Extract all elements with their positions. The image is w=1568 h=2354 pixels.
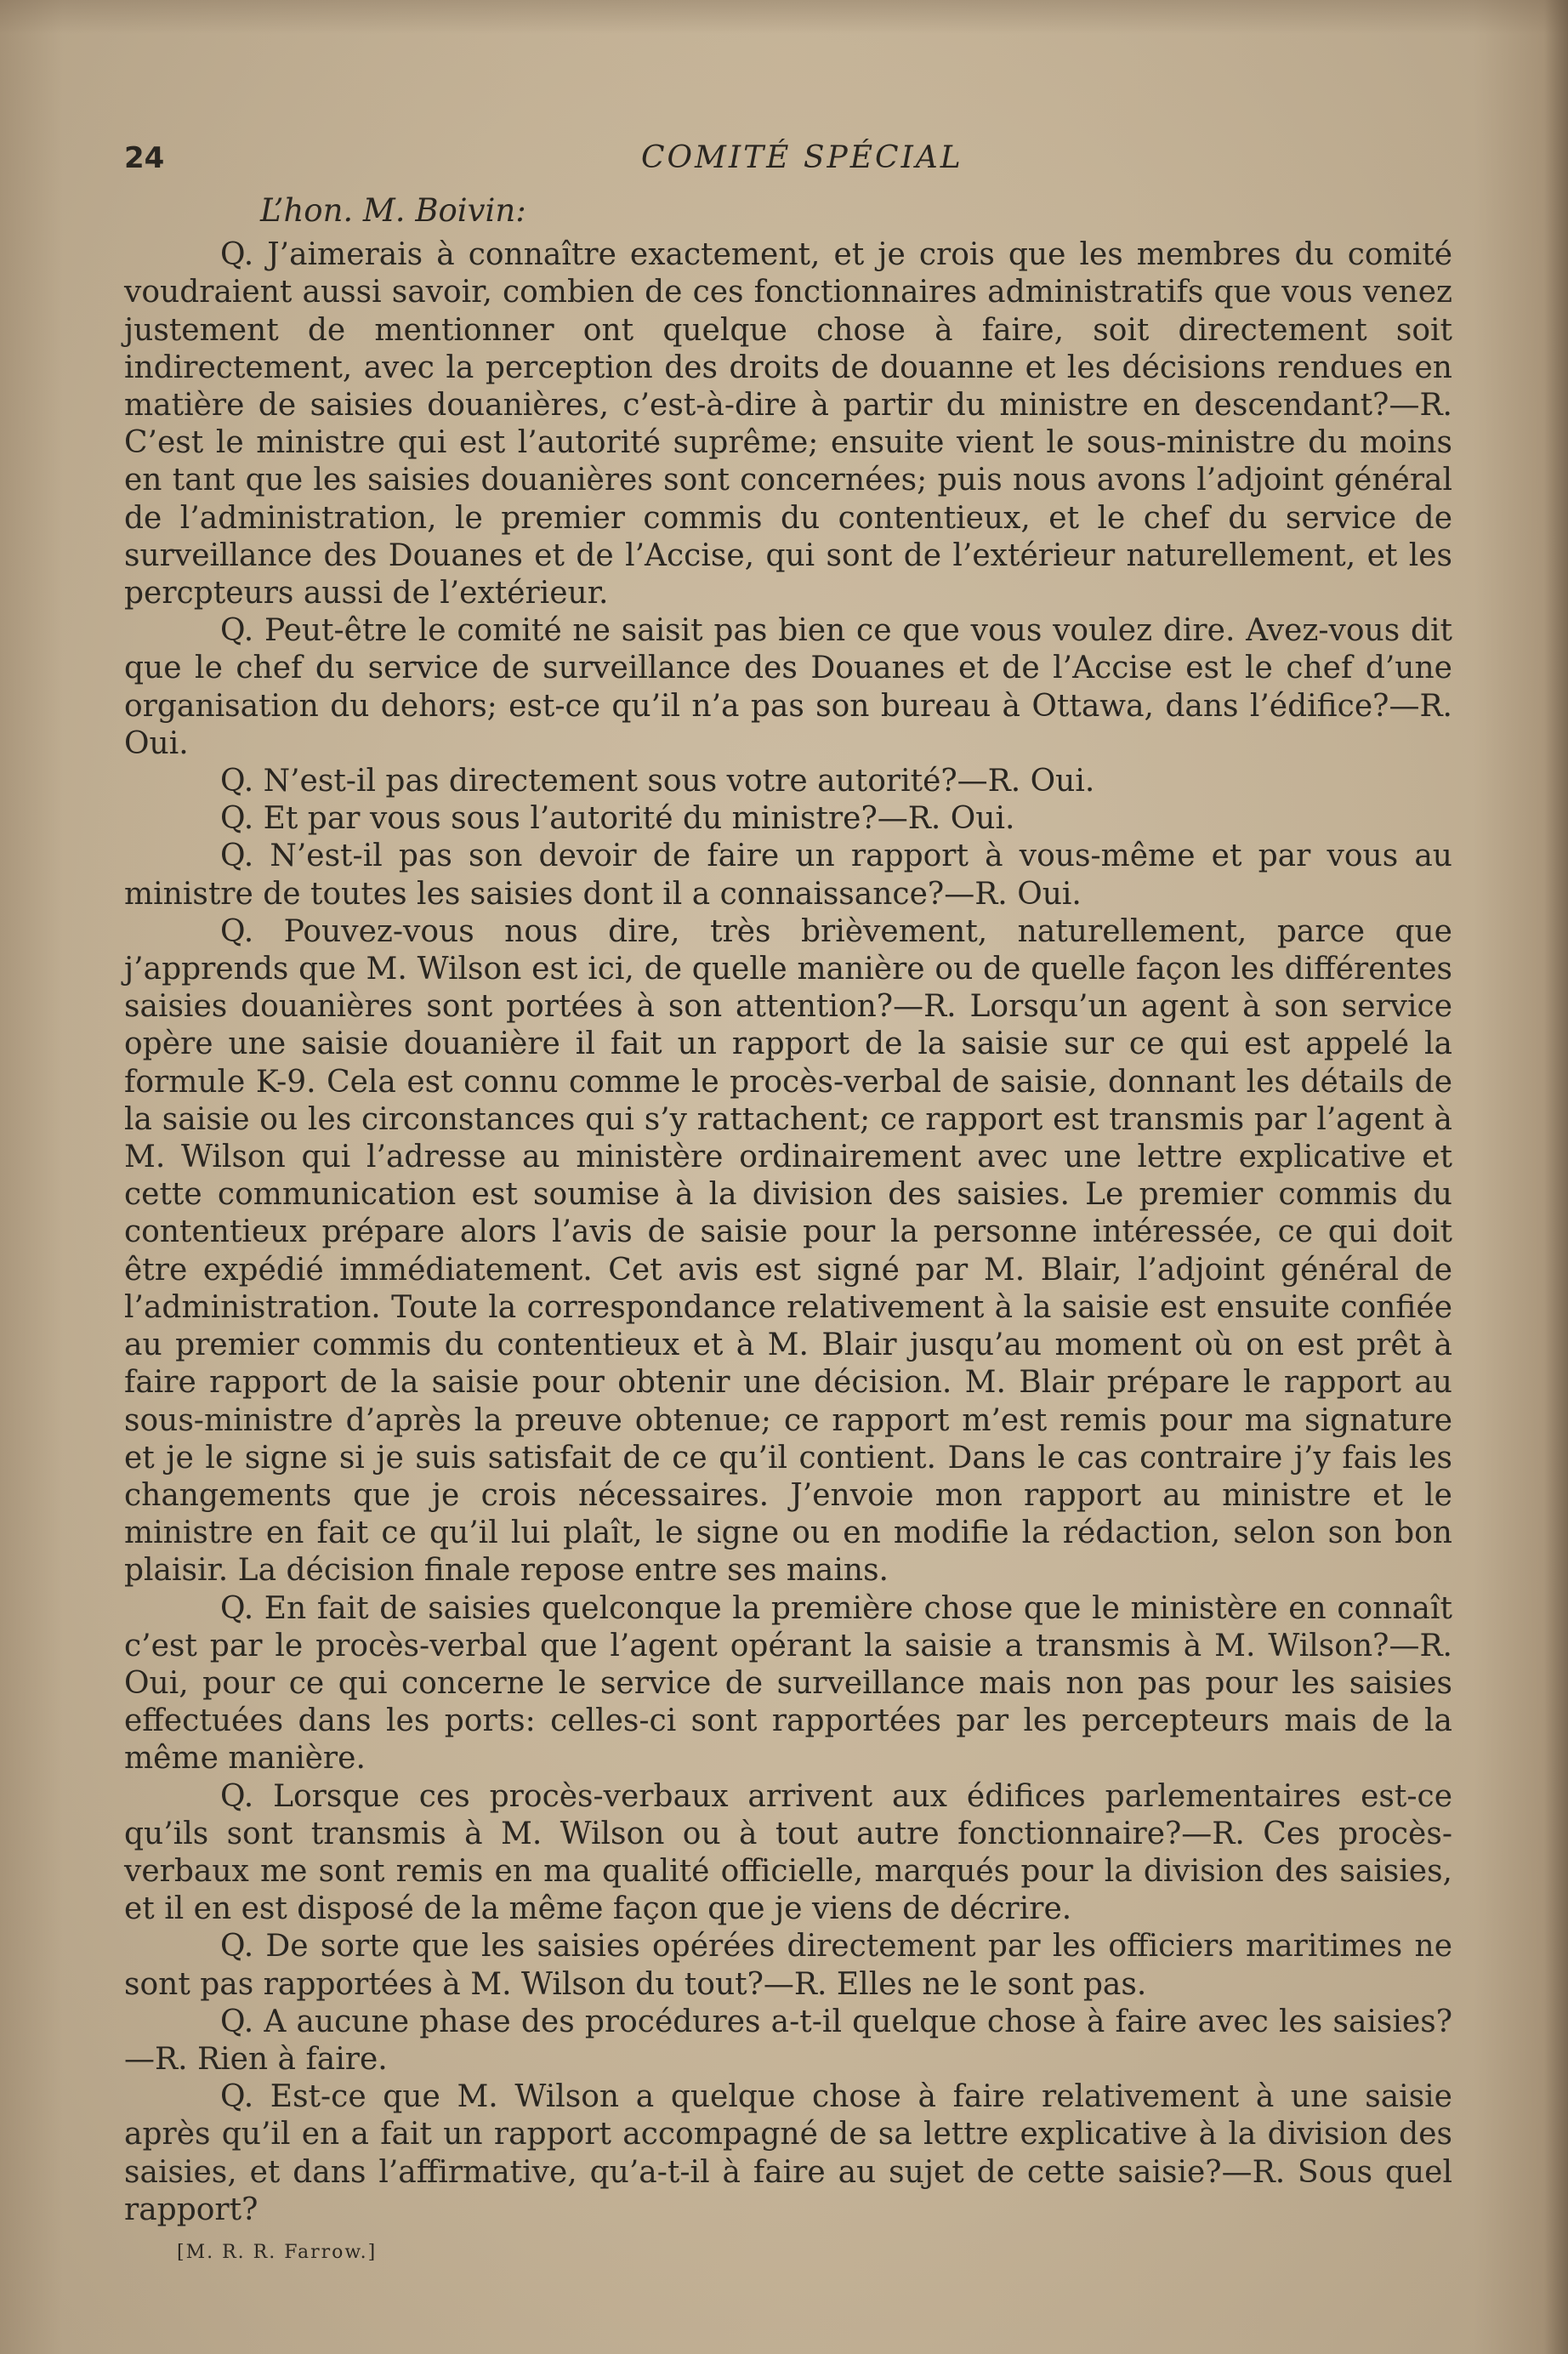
paragraph-7: Q. En fait de saisies quelconque la première chose que le ministère en connaît c’est par le procès-verbal que l’agent opérant la saisie a transmis à M. Wilson?—R. Oui, pour ce qui concerne le service de surveillance mais non pas pour les saisies effectuées dans les ports: celles-ci sont rapportées par les percepteurs mais de la même manière. [124, 1590, 1452, 1777]
paragraph-4: Q. Et par vous sous l’autorité du ministre?—R. Oui. [220, 801, 1015, 837]
paragraph-2: Q. Peut-être le comité ne saisit pas bien ce que vous voulez dire. Avez-vous dit que le chef du service de surveillance des Douanes et de l’Accise est le chef d’une organisation du dehors; est-ce qu’il n’a pas son bureau à Ottawa, dans l’édifice?—R. Oui. [124, 613, 1452, 761]
paragraph-11: Q. Est-ce que M. Wilson a quelque chose à faire relativement à une saisie après qu’il en a fait un rapport accompagné de sa lettre explicative à la division des saisies, et dans l’affirmative, qu’a-t-il à faire au sujet de cette saisie?—R. Sous quel rapport? [124, 2079, 1452, 2227]
paragraph-1: Q. J’aimerais à connaître exactement, et je crois que les membres du comité voudraient aussi savoir, combien de ces fonctionnaires administratifs que vous venez justement de mentionner ont quelque chose à faire, soit directement soit indirectement, avec la perception des droits de douanne et les décisions rendues en matière de saisies douanières, c’est-à-dire à partir du ministre en descendant?—R. C’est le ministre qui est l’autorité suprême; ensuite vient le sous-ministre du moins en tant que les saisies douanières sont concernées; puis nous avons l’adjoint général de l’administration, le premier commis du contentieux, et le chef du service de surveillance des Douanes et de l’Accise, qui sont de l’extérieur naturellement, et les percpteurs aussi de l’extérieur. [124, 237, 1452, 611]
paragraph-3: Q. N’est-il pas directement sous votre autorité?—R. Oui. [220, 764, 1095, 799]
page-header [124, 128, 1452, 184]
footer-note: [M. R. R. Farrow.] [177, 2241, 378, 2263]
paragraph-8: Q. Lorsque ces procès-verbaux arrivent aux édifices parlementaires est-ce qu’ils sont transmis à M. Wilson ou à tout autre fonctionnaire?—R. Ces procès-verbaux me sont remis en ma qualité officielle, marqués pour la division des saisies, et il en est disposé de la même façon que je viens de décrire. [124, 1778, 1452, 1927]
paragraph-6: Q. Pouvez-vous nous dire, très brièvement, naturellement, parce que j’apprends que M. Wilson est ici, de quelle manière ou de quelle façon les différentes saisies douanières sont portées à son attention?—R. Lorsqu’un agent à son service opère une saisie douanière il fait un rapport de la saisie sur ce qui est appelé la formule K-9. Cela est connu comme le procès-verbal de saisie, donnant les détails de la saisie ou les circonstances qui s’y rattachent; ce rapport est transmis par l’agent à M. Wilson qui l’adresse au ministère ordinairement avec une lettre explicative et cette communication est soumise à la division des saisies. Le premier commis du contentieux prépare alors l’avis de saisie pour la personne intéressée, ce qui doit être expédié immédiatement. Cet avis est signé par M. Blair, l’adjoint général de l’administration. Toute la correspondance relativement à la saisie est ensuite confiée au premier commis du contentieux et à M. Blair jusqu’au moment où on est prêt à faire rapport de la saisie pour obtenir une décision. M. Blair prépare le rapport au sous-ministre d’après la preuve obtenue; ce rapport m’est remis pour ma signature et je le signe si je suis satisfait de ce qu’il contient. Dans le cas contraire j’y fais les changements que je crois nécessaires. J’envoie mon rapport au ministre et le ministre en fait ce qu’il lui plaît, le signe ou en modifie la rédaction, selon son bon plaisir. La décision finale repose entre ses mains. [124, 913, 1452, 1589]
page-shadow-top [0, 0, 1568, 34]
paragraph-5: Q. N’est-il pas son devoir de faire un rapport à vous-même et par vous au ministre de toutes les saisies dont il a connaissance?—R. Oui. [124, 839, 1452, 912]
speaker-label: L’hon. M. Boivin: [260, 192, 526, 229]
page-number: 24 [124, 141, 165, 175]
paragraph-10: Q. A aucune phase des procédures a-t-il quelque chose à faire avec les saisies?—R. Rien à faire. [124, 2004, 1452, 2077]
page-content [124, 128, 1452, 2272]
page-shadow-right [1544, 0, 1568, 2354]
running-title: COMITÉ SPÉCIAL [641, 140, 963, 175]
paragraph-9: Q. De sorte que les saisies opérées directement par les officiers maritimes ne sont pas rapportées à M. Wilson du tout?—R. Elles ne le sont pas. [124, 1929, 1452, 2002]
